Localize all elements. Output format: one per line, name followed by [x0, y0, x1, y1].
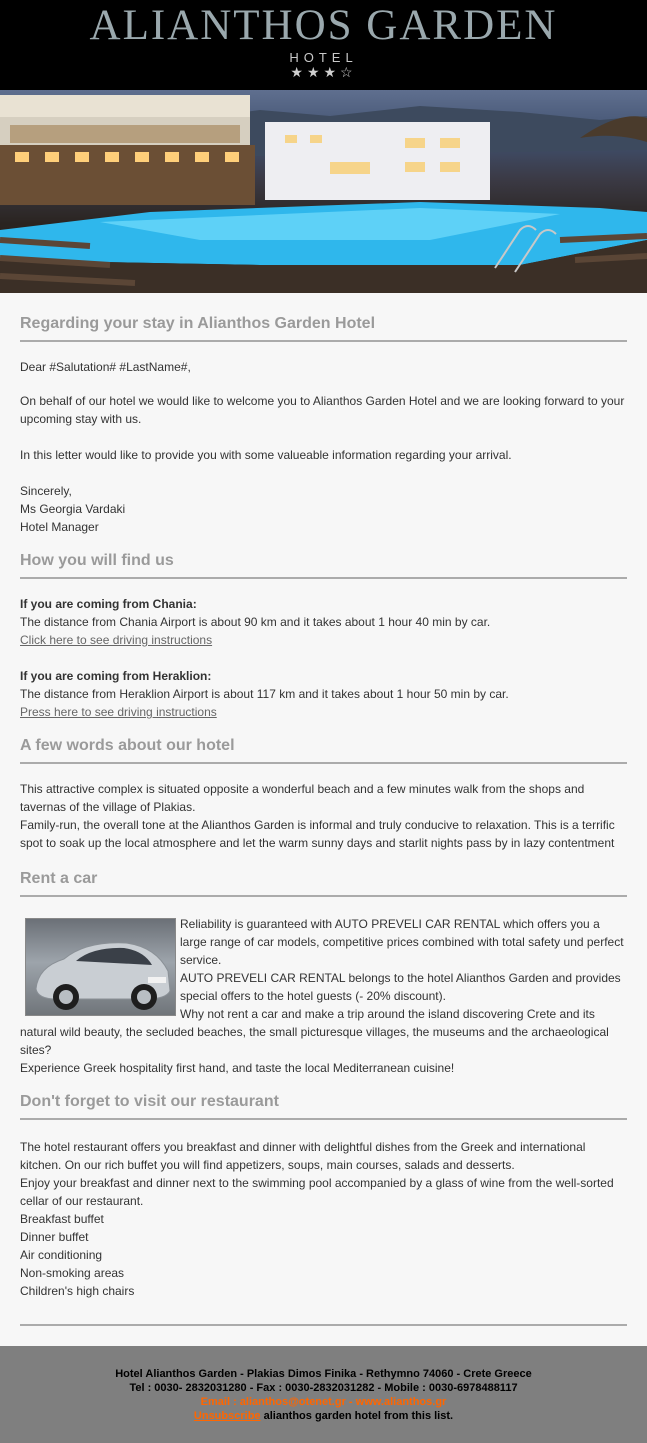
restaurant-feature-item: Air conditioning	[20, 1248, 103, 1262]
welcome-intro-text: On behalf of our hotel we would like to welcome you to Alianthos Garden Hotel and we are looking forward to your upcoming stay with us.	[20, 394, 625, 426]
unsubscribe-text: alianthos garden hotel from this list.	[260, 1410, 454, 1422]
content-divider	[20, 1324, 627, 1326]
rent-a-car-block	[20, 915, 627, 1077]
section-title-directions: How you will find us	[20, 536, 627, 579]
car-hospitality-text: Experience Greek hospitality first hand, and taste the local Mediterranean cuisine!	[20, 1061, 455, 1075]
section-title-stay: Regarding your stay in Alianthos Garden Hotel	[20, 293, 627, 342]
footer-contact-line	[0, 1395, 647, 1409]
pool-scene-illustration	[0, 90, 647, 293]
restaurant-feature-item: Breakfast buffet	[20, 1212, 104, 1226]
car-discount-text: AUTO PREVELI CAR RENTAL belongs to the hotel Alianthos Garden and provides special offers to the hotel guests (- 20% discount).	[180, 971, 621, 1003]
chania-distance-text: The distance from Chania Airport is about 90 km and it takes about 1 hour 40 min by car.	[20, 615, 491, 629]
rental-car-photo	[25, 918, 176, 1016]
about-text	[20, 780, 627, 852]
signer-role: Hotel Manager	[20, 520, 99, 534]
footer-website-link[interactable]: www.alianthos.gr	[355, 1396, 447, 1408]
section-title-about: A few words about our hotel	[20, 721, 627, 764]
unsubscribe-link[interactable]: Unsubscribe	[193, 1410, 261, 1422]
heraklion-directions	[20, 667, 627, 721]
restaurant-feature-item: Children's high chairs	[20, 1284, 135, 1298]
chania-driving-instructions-link[interactable]: Click here to see driving instructions	[20, 633, 213, 647]
hotel-logo-subtitle: HOTEL	[289, 50, 358, 65]
section-title-restaurant: Don't forget to visit our restaurant	[20, 1077, 627, 1120]
arrival-info-text: In this letter would like to provide you with some valueable information regarding your arrival.	[20, 448, 512, 462]
signer-name: Ms Georgia Vardaki	[20, 502, 126, 516]
restaurant-feature-item: Non-smoking areas	[20, 1266, 125, 1280]
chania-heading: If you are coming from Chania:	[20, 597, 197, 611]
greeting-text: Dear #Salutation# #LastName#,	[20, 360, 191, 374]
chania-directions	[20, 595, 627, 649]
footer-phones: Tel : 0030- 2832031280 - Fax : 0030-2832031282 - Mobile : 0030-6978488117	[129, 1382, 518, 1394]
restaurant-text	[20, 1138, 627, 1300]
footer-email-link[interactable]: Email : alianthos@otenet.gr	[200, 1396, 346, 1408]
car-trip-text: Why not rent a car and make a trip around the island discovering Crete and its natural wild beauty, the secluded beaches, the small picturesque villages, the museums and the archaeological sites?	[20, 1007, 609, 1057]
car-illustration	[26, 919, 176, 1016]
hotel-logo-title: ALIANTHOS GARDEN	[89, 2, 558, 49]
closing-text: Sincerely,	[20, 484, 72, 498]
signature-block	[20, 482, 627, 536]
footer-separator: -	[345, 1396, 356, 1408]
restaurant-pool-text: Enjoy your breakfast and dinner next to the swimming pool accompanied by a glass of wine from the well-sorted cellar of our restaurant.	[20, 1176, 614, 1208]
heraklion-driving-instructions-link[interactable]: Press here to see driving instructions	[20, 705, 217, 719]
footer-address: Hotel Alianthos Garden - Plakias Dimos Finika - Rethymno 74060 - Crete Greece	[115, 1368, 532, 1380]
hotel-header	[0, 0, 647, 90]
footer-unsubscribe-line	[0, 1409, 647, 1423]
hotel-rating-stars-icon: ★★★☆	[290, 64, 357, 80]
heraklion-distance-text: The distance from Heraklion Airport is about 117 km and it takes about 1 hour 50 min by car.	[20, 687, 509, 701]
restaurant-offer-text: The hotel restaurant offers you breakfast and dinner with delightful dishes from the Greek and international kitchen. On our rich buffet you will find appetizers, soups, main courses, salads and desserts.	[20, 1140, 586, 1172]
letter-body	[0, 293, 647, 1326]
hotel-pool-photo	[0, 90, 647, 293]
section-title-rent-a-car: Rent a car	[20, 852, 627, 897]
about-location-text: This attractive complex is situated opposite a wonderful beach and a few minutes walk from the shops and tavernas of the village of Plakias.	[20, 782, 585, 814]
car-reliability-text: Reliability is guaranteed with AUTO PREVELI CAR RENTAL which offers you a large range of car models, competitive prices combined with total safety und perfect service.	[180, 917, 624, 967]
restaurant-feature-item: Dinner buffet	[20, 1230, 89, 1244]
about-atmosphere-text: Family-run, the overall tone at the Alianthos Garden is informal and truly conducive to relaxation. This is a terrific spot to soak up the local atmosphere and let the warm sunny days and starlit nights pass by in lazy contentment	[20, 818, 615, 850]
heraklion-heading: If you are coming from Heraklion:	[20, 669, 212, 683]
footer	[0, 1346, 647, 1443]
